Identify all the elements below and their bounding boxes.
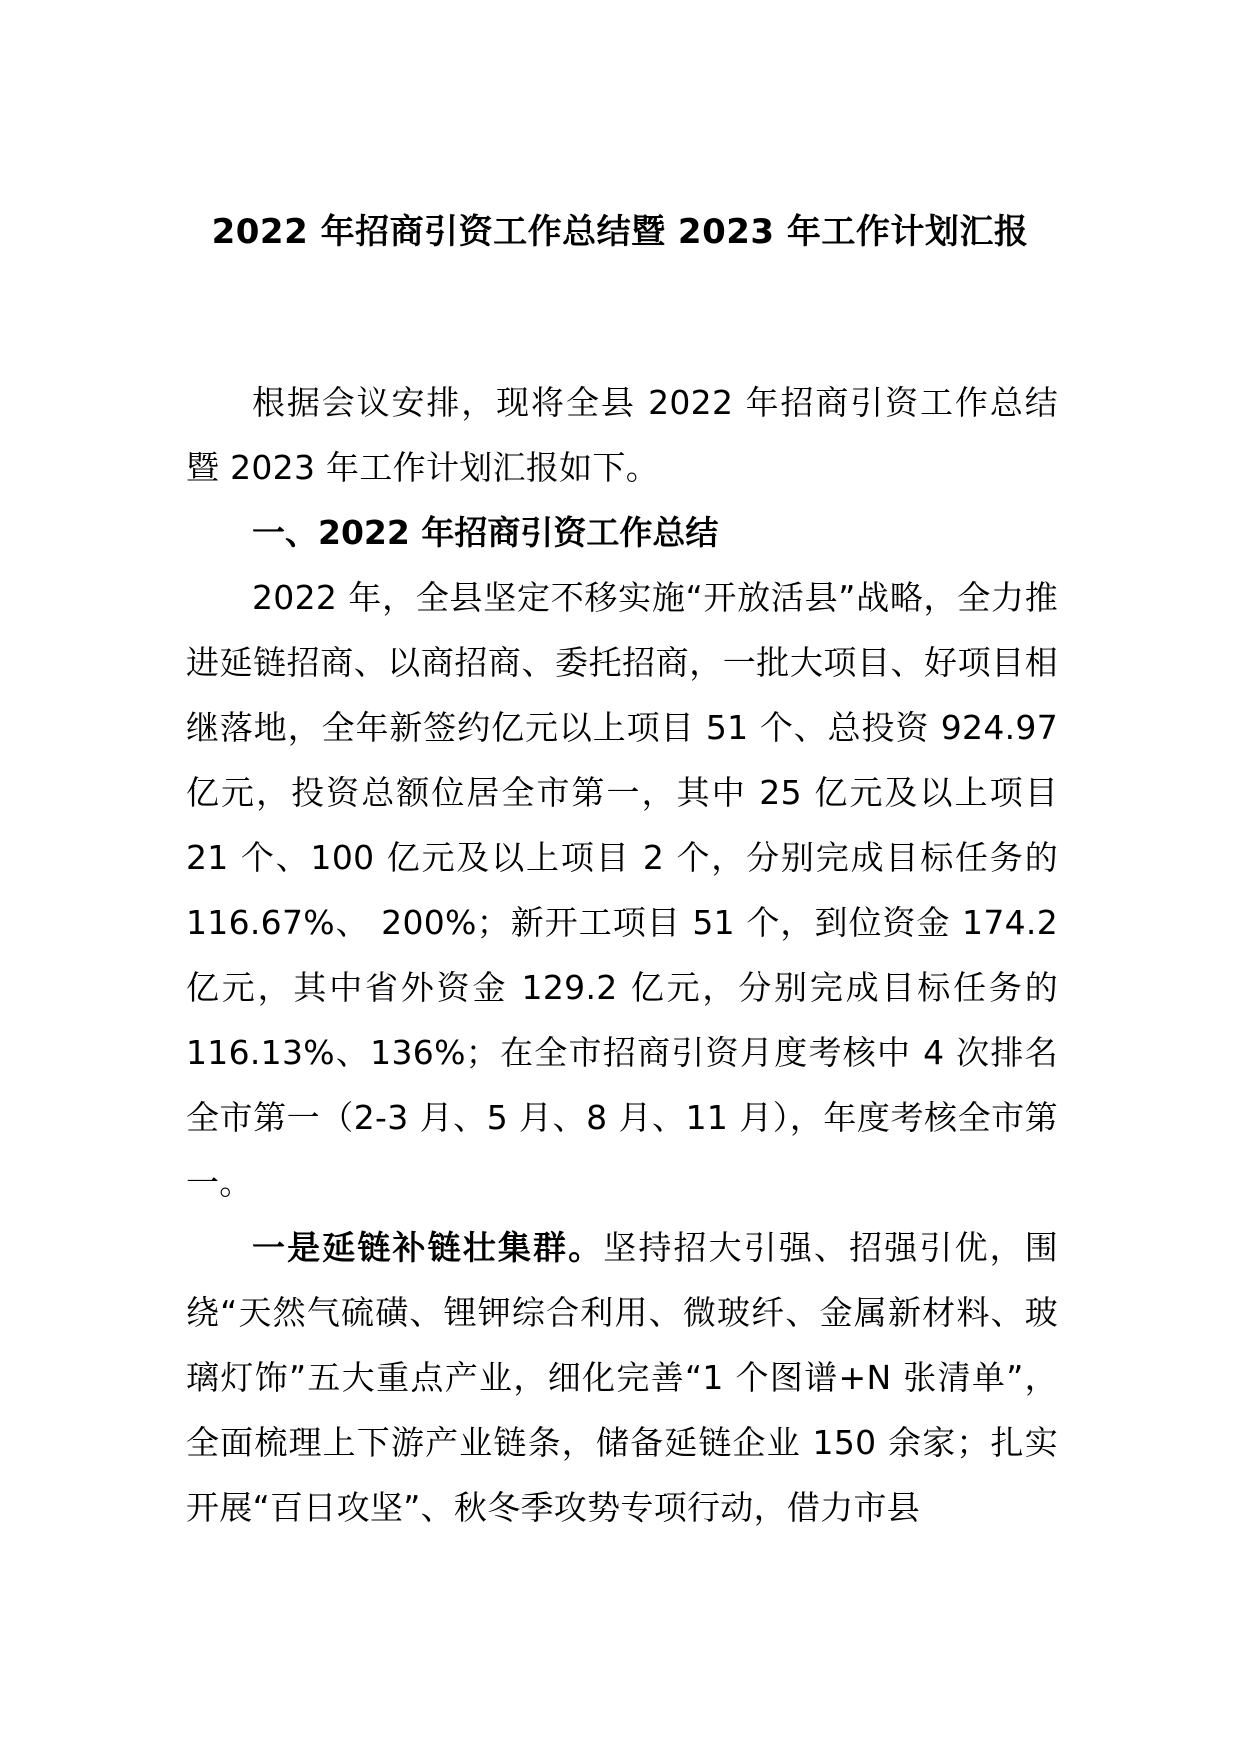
section-heading-summary: 一、2022 年招商引资工作总结	[252, 513, 719, 552]
document-body	[186, 370, 1058, 1540]
item-paragraph-chain	[186, 1215, 1058, 1540]
summary-paragraph: 2022 年，全县坚定不移实施“开放活县”战略，全力推进延链招商、以商招商、委托招商，一批大项目、好项目相继落地，全年新签约亿元以上项目 51 个、总投资 924.97 亿元，投资总额位居全市第一，其中 25 亿元及以上项目 21 个、100 亿元及以上项目 2 个，分别完成目标任务的 116.67%、 200%；新开工项目 51 个，到位资金 174.2 亿元，其中省外资金 129.2 亿元，分别完成目标任务的 116.13%、136%；在全市招商引资月度考核中 4 次排名全市第一（2-3 月、5 月、8 月、11 月），年度考核全市第一。	[186, 578, 1058, 1202]
intro-paragraph: 根据会议安排，现将全县 2022 年招商引资工作总结暨 2023 年工作计划汇报如下。	[186, 383, 1058, 487]
item-body-text: 坚持招大引强、招强引优，围绕“天然气硫磺、锂钾综合利用、微玻纤、金属新材料、玻璃灯饰”五大重点产业，细化完善“1 个图谱+N 张清单”，全面梳理上下游产业链条，储备延链企业 150 余家；扎实开展“百日攻坚”、秋冬季攻势专项行动，借力市县	[186, 1228, 1059, 1527]
item-lead-text: 一是延链补链壮集群。	[252, 1228, 604, 1267]
document-title: 2022 年招商引资工作总结暨 2023 年工作计划汇报	[211, 212, 1029, 252]
